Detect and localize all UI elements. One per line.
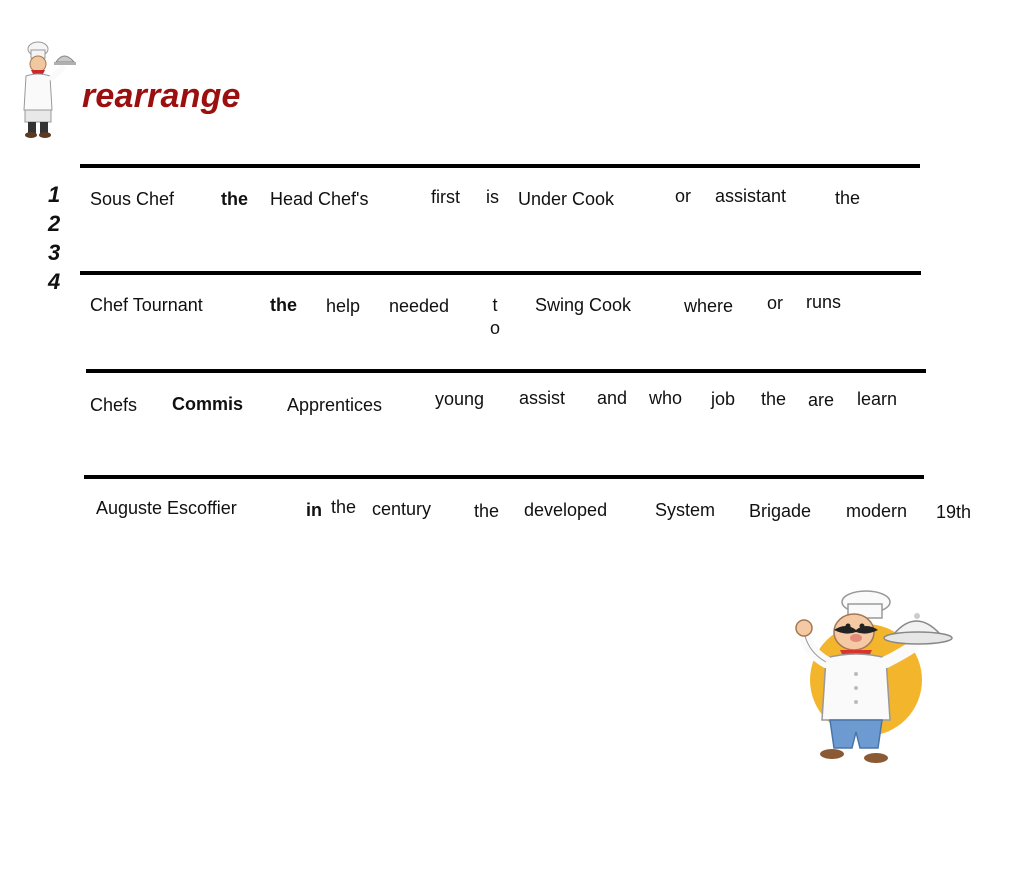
word-tile[interactable]: first — [431, 187, 460, 207]
chef-cloche-icon — [790, 588, 960, 766]
word-tile[interactable]: needed — [389, 296, 450, 316]
word-tile[interactable]: System — [655, 500, 716, 520]
word-tile[interactable]: the — [331, 497, 357, 517]
word-tile[interactable]: Sous Chef — [90, 189, 175, 209]
word-tile[interactable]: assistant — [715, 186, 787, 206]
word-tile[interactable]: where — [684, 296, 734, 316]
word-tile[interactable]: are — [808, 390, 835, 410]
word-tile[interactable]: modern — [846, 501, 908, 521]
divider — [86, 369, 926, 373]
word-tile[interactable]: is — [486, 187, 499, 207]
word-tile[interactable]: in — [306, 500, 322, 520]
word-tile[interactable]: Apprentices — [287, 395, 383, 415]
word-tile[interactable]: help — [326, 296, 361, 316]
word-tile[interactable]: 19th — [936, 502, 972, 522]
row-number: 3 — [48, 240, 61, 265]
chef-serving-icon — [16, 40, 78, 140]
divider — [80, 271, 921, 275]
word-tile[interactable]: runs — [806, 292, 842, 312]
word-tile[interactable]: or — [767, 293, 784, 313]
word-tile[interactable]: century — [372, 499, 432, 519]
word-tile[interactable]: young — [435, 389, 485, 409]
row-number: 4 — [48, 269, 61, 294]
divider — [80, 164, 920, 168]
word-tile[interactable]: Auguste Escoffier — [96, 498, 237, 518]
word-tile[interactable]: learn — [857, 389, 898, 409]
word-tile[interactable]: the — [474, 501, 500, 521]
word-tile[interactable]: Under Cook — [518, 189, 615, 209]
word-tile[interactable]: job — [711, 389, 736, 409]
word-tile[interactable]: t o — [489, 295, 500, 338]
word-tile[interactable]: who — [649, 388, 683, 408]
word-tile[interactable]: the — [270, 295, 297, 315]
word-tile[interactable]: Swing Cook — [535, 295, 632, 315]
word-tile[interactable]: Chef Tournant — [90, 295, 203, 315]
word-tile[interactable]: developed — [524, 500, 608, 520]
row-number: 2 — [48, 211, 61, 236]
word-tile[interactable]: the — [761, 389, 787, 409]
word-tile[interactable]: and — [597, 388, 628, 408]
word-tile[interactable]: Chefs — [90, 395, 138, 415]
word-tile[interactable]: the — [221, 189, 248, 209]
word-tile[interactable]: the — [835, 188, 861, 208]
word-tile[interactable]: assist — [519, 388, 566, 408]
divider — [84, 475, 924, 479]
word-tile[interactable]: Brigade — [749, 501, 812, 521]
word-tile[interactable]: Commis — [172, 394, 244, 414]
row-number: 1 — [48, 182, 61, 207]
word-tile[interactable]: Head Chef's — [270, 189, 369, 209]
word-tile[interactable]: or — [675, 186, 692, 206]
page-title: rearrange — [82, 77, 241, 115]
